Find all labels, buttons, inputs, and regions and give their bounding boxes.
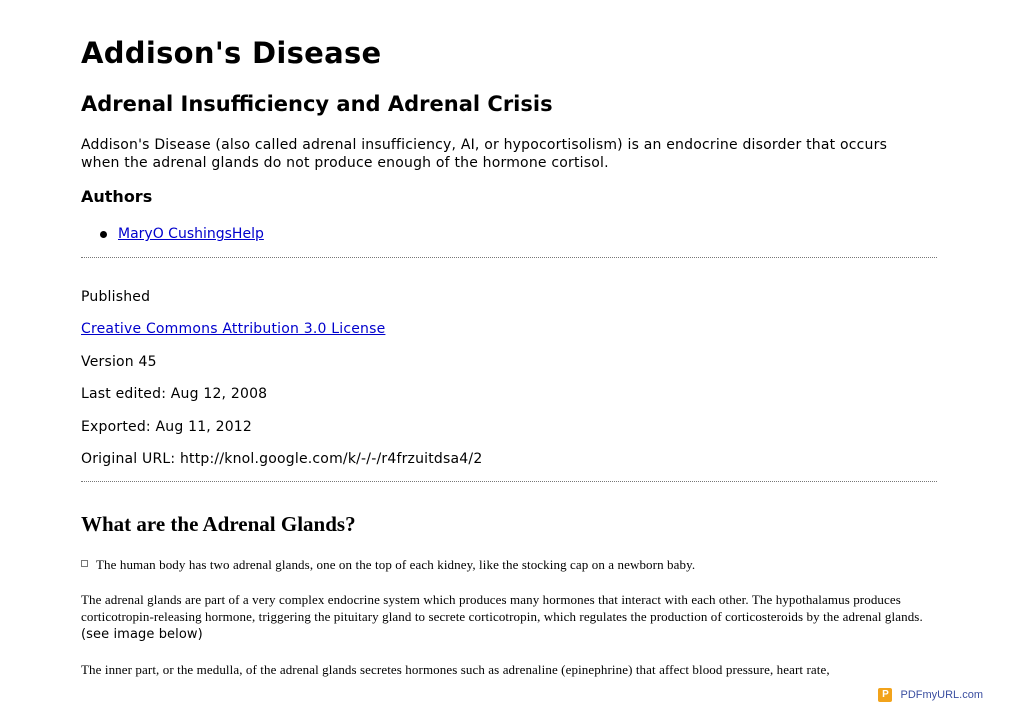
bullet-text: The human body has two adrenal glands, one on the top of each kidney, like the stocking cap on a newborn baby.	[96, 557, 696, 572]
paragraph-text: The adrenal glands are part of a very complex endocrine system which produces many hormones that interact with each other. The hypothalamus produces corticotropin-releasing hormone, triggering the pituitary gland to secrete corticotropin, which regulates the production of corticosteroids by the adrenal glands.	[81, 592, 923, 624]
authors-list	[81, 226, 264, 242]
original-url-label: Original URL: http://knol.google.com/k/-/-/r4frzuitdsa4/2	[81, 451, 483, 467]
divider	[81, 481, 937, 482]
brand-label: PDFmyURL.com	[900, 689, 983, 701]
authors-heading: Authors	[81, 187, 153, 206]
intro-paragraph: Addison's Disease (also called adrenal insufficiency, AI, or hypocortisolism) is an endocrine disorder that occurs when the adrenal glands do not produce enough of the hormone cortisol.	[81, 137, 888, 171]
body-paragraph	[81, 591, 937, 643]
divider	[81, 257, 937, 258]
square-bullet-icon	[81, 560, 88, 567]
license-link[interactable]: Creative Commons Attribution 3.0 License	[81, 321, 386, 337]
paragraph-tail: (see image below)	[81, 627, 203, 642]
published-label: Published	[81, 289, 151, 305]
page-subtitle: Adrenal Insufficiency and Adrenal Crisis	[81, 92, 553, 116]
pdfmyurl-logo-icon: P	[878, 688, 892, 702]
bullet-icon	[100, 231, 107, 238]
page-title: Addison's Disease	[81, 36, 382, 70]
body-paragraph-2: The inner part, or the medulla, of the adrenal glands secretes hormones such as adrenaline (epinephrine) that affect blood pressure, heart rate,	[81, 662, 830, 677]
exported-label: Exported: Aug 11, 2012	[81, 419, 253, 435]
list-item	[81, 226, 264, 242]
version-label: Version 45	[81, 354, 157, 370]
footer-brand[interactable]	[878, 688, 983, 702]
section-heading: What are the Adrenal Glands?	[81, 512, 356, 536]
bullet-paragraph	[81, 556, 937, 573]
license-text	[81, 321, 385, 337]
last-edited-label: Last edited: Aug 12, 2008	[81, 386, 268, 402]
author-link[interactable]: MaryO CushingsHelp	[118, 226, 264, 242]
